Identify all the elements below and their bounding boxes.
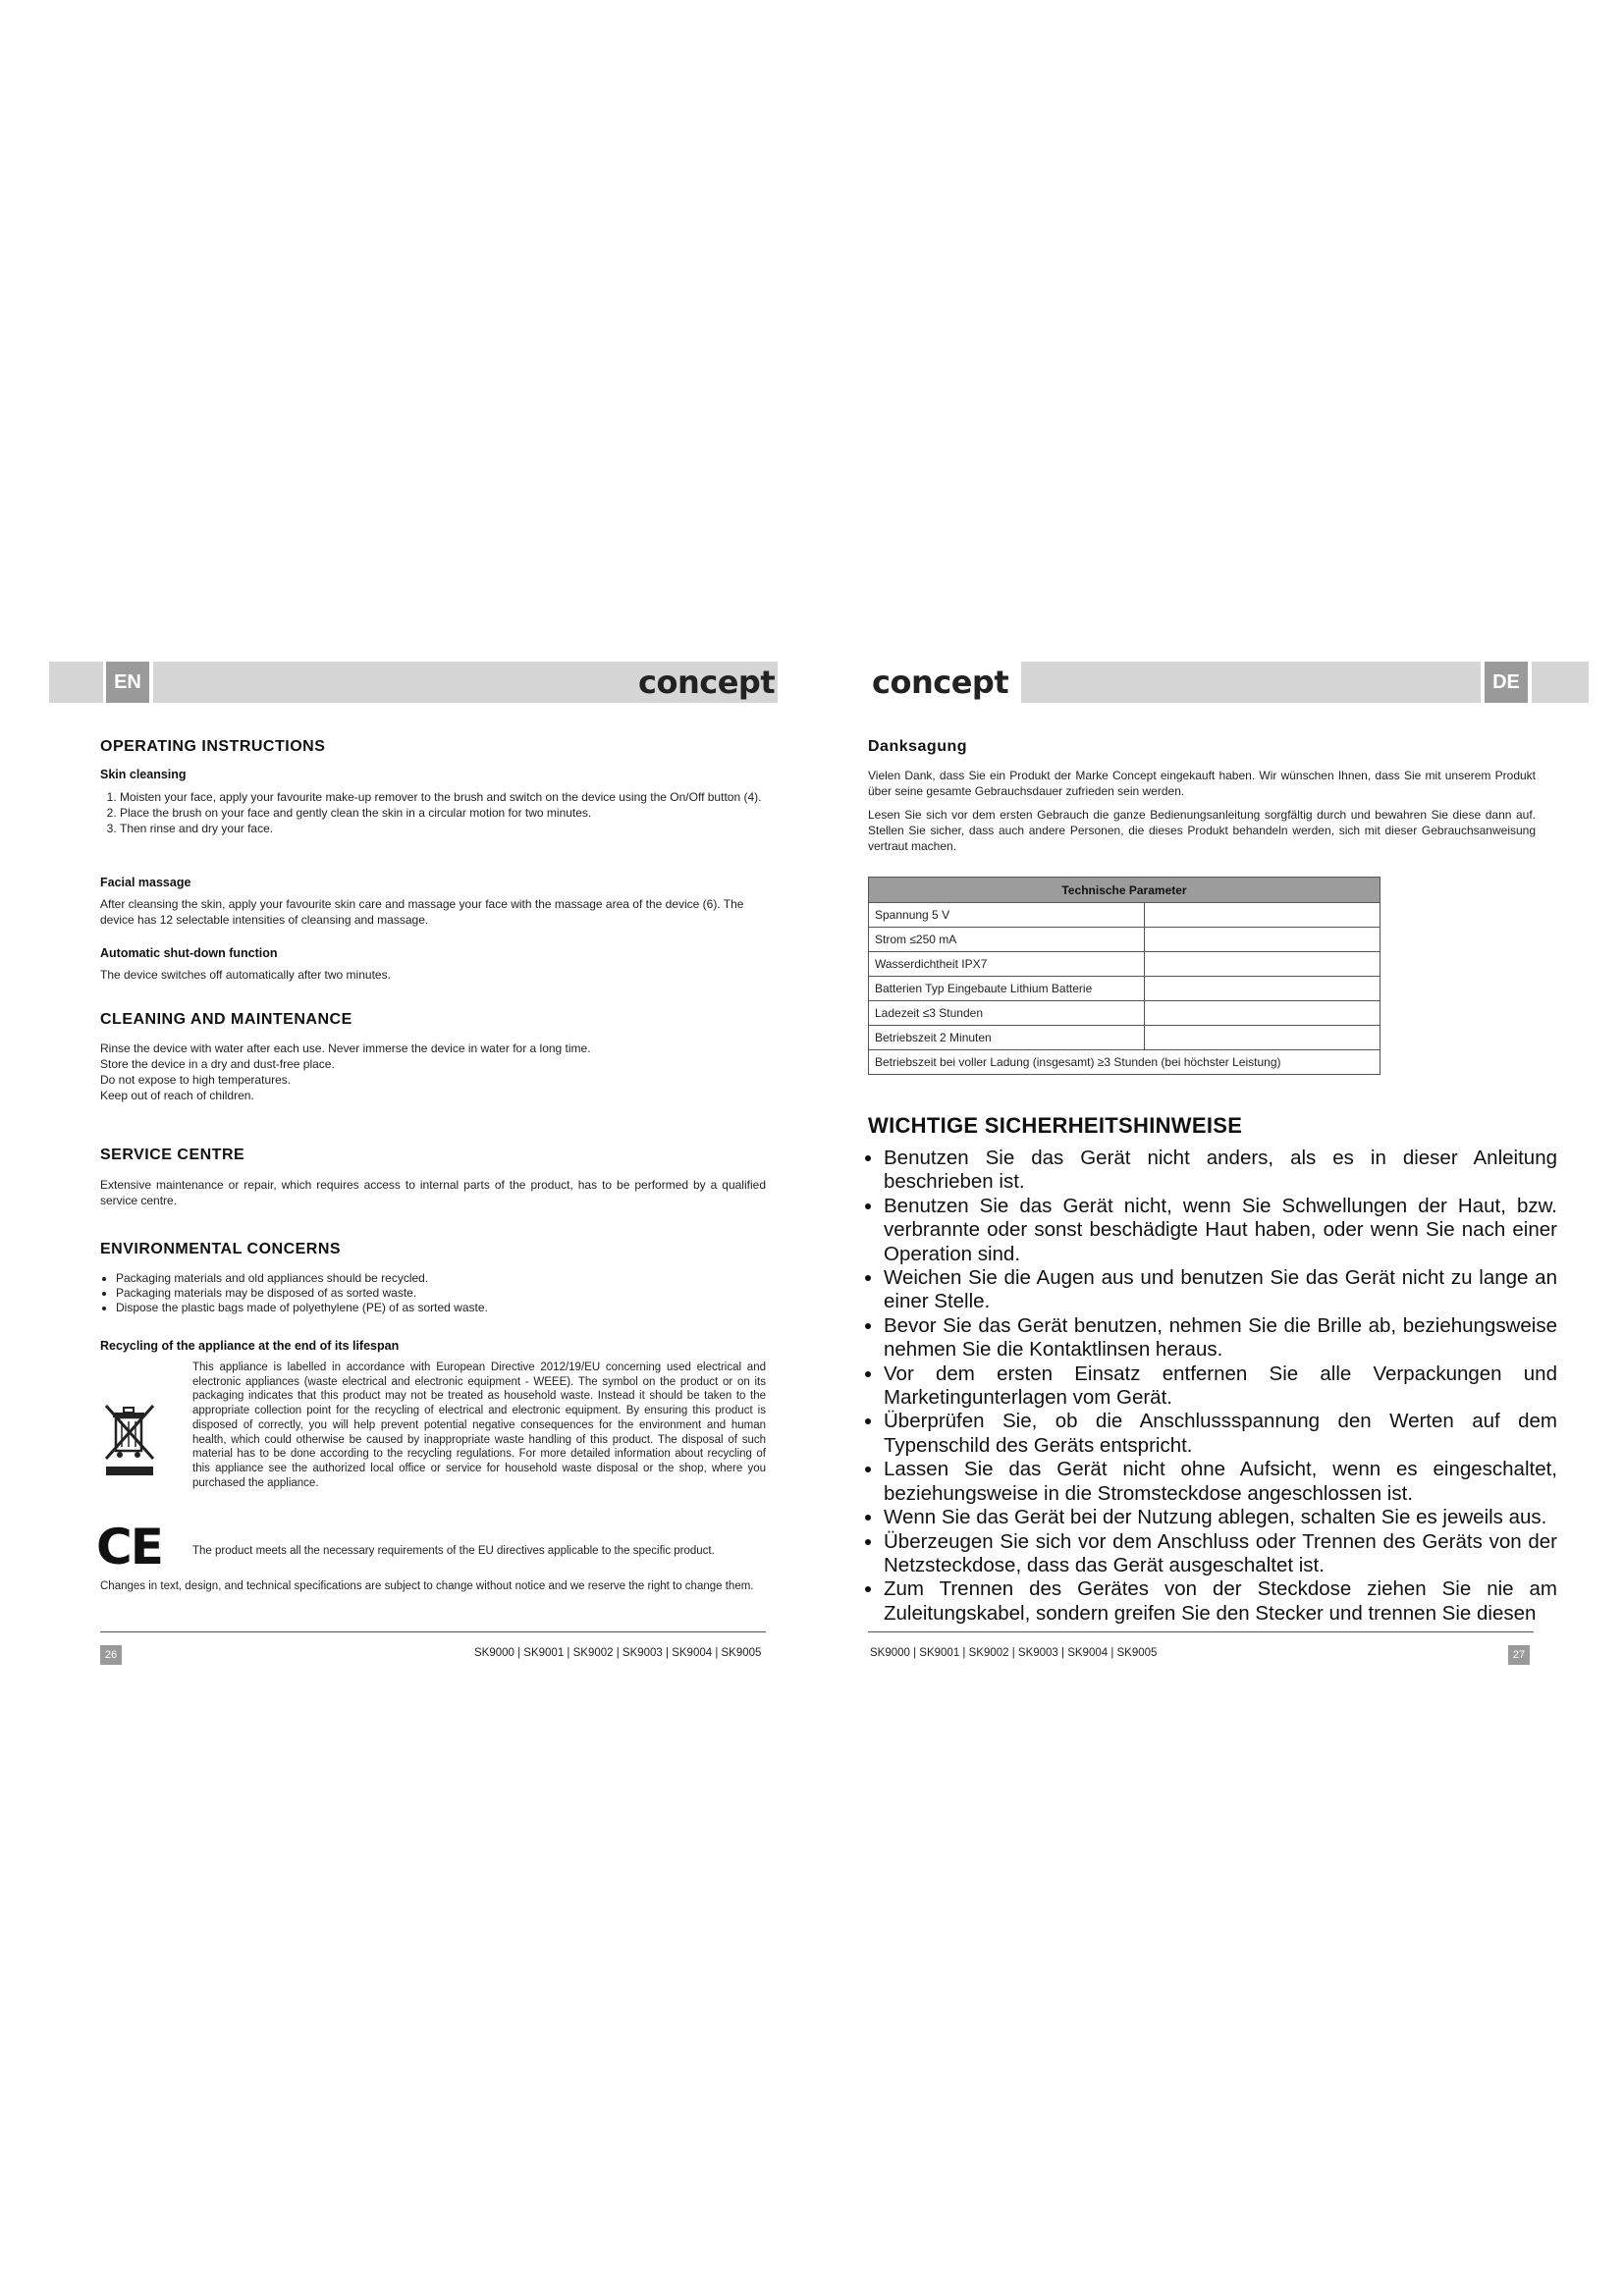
step-item: 1. Moisten your face, apply your favourite make-up remover to the brush and switch on the device using the On/Off button (4). [120,789,787,805]
facial-massage-title: Facial massage [100,876,191,889]
environmental-item: • Dispose the plastic bags made of polyethylene (PE) of as sorted waste. [116,1301,784,1315]
safety-list [858,1147,1557,1626]
safety-item: • Wenn Sie das Gerät bei der Nutzung ablegen, schalten Sie es jeweils aus. [884,1506,1557,1529]
header-bar-right [1532,662,1589,703]
skin-cleansing-steps [100,789,787,836]
safety-item: • Benutzen Sie das Gerät nicht anders, als es in dieser Anleitung beschrieben ist. [884,1147,1557,1195]
auto-shutdown-title: Automatic shut-down function [100,946,278,960]
language-badge-de: DE [1485,662,1528,703]
ce-mark-icon: CE [96,1519,162,1575]
cleaning-text [100,1041,768,1103]
skin-cleansing-title: Skin cleansing [100,768,187,781]
danksagung-text-1: Vielen Dank, dass Sie ein Produkt der Marke Concept eingekauft haben. Wir wünschen Ihnen, dass Sie mit unserem Produkt über seine gesamte Gebrauchsdauer zufrieden sein werden. [868,769,1536,798]
recycling-text: This appliance is labelled in accordance with European Directive 2012/19/EU concerning used electrical and electronic appliances (waste electrical and electronic equipment - WEEE). The symbol on the product or on its packaging indicates that this product may not be treated as household waste. Instead it should be taken to the appropriate collection point for the recycling of electrical and electronic equipment. By ensuring this product is disposed of correctly, you will help prevent potential negative consequences for the environment and human health, which could otherwise be caused by inappropriate waste handling of this product. The disposal of such material has to be done according to the recycling regulations. For more detailed information about recycling of this appliance see the authorized local office or service for household waste disposal or the shop, where you purchased the appliance. [192,1362,766,1489]
ce-text: The product meets all the necessary requirements of the EU directives applicable to the specific product. [192,1545,715,1557]
service-centre-title: SERVICE CENTRE [100,1147,245,1163]
header-bar-right-main [1021,662,1481,703]
environmental-list [100,1271,784,1315]
safety-item: • Vor dem ersten Einsatz entfernen Sie alle Verpackungen und Marketingunterlagen vom Gerät. [884,1362,1557,1411]
table-row: Wasserdichtheit IPX7 [869,952,1380,977]
step-item: 3. Then rinse and dry your face. [120,821,787,836]
cleaning-line: Rinse the device with water after each use. Never immerse the device in water for a long time. [100,1041,591,1055]
page-number-left: 26 [100,1645,122,1665]
models-footer-right: SK9000 | SK9001 | SK9002 | SK9003 | SK9004 | SK9005 [870,1647,1158,1659]
header-bar-left [49,662,103,703]
cleaning-maintenance-title: CLEANING AND MAINTENANCE [100,1011,352,1028]
safety-item: • Zum Trennen des Gerätes von der Steckdose ziehen Sie nie am Zuleitungskabel, sondern greifen Sie den Stecker und trennen Sie diesen [884,1577,1557,1626]
safety-item: • Weichen Sie die Augen aus und benutzen Sie das Gerät nicht zu lange an einer Stelle. [884,1266,1557,1314]
auto-shutdown-text: The device switches off automatically after two minutes. [100,968,391,982]
safety-item: • Bevor Sie das Gerät benutzen, nehmen Sie die Brille ab, beziehungsweise nehmen Sie die Kontaktlinsen heraus. [884,1314,1557,1362]
cleaning-line: Store the device in a dry and dust-free place. [100,1057,335,1071]
cleaning-line: Keep out of reach of children. [100,1089,254,1102]
concept-logo-right: concept [872,664,1009,701]
cleaning-line: Do not expose to high temperatures. [100,1073,292,1087]
weee-bin-icon [102,1402,157,1476]
table-row: Ladezeit ≤3 Stunden [869,1001,1380,1026]
page-number-right: 27 [1508,1645,1530,1665]
safety-title: WICHTIGE SICHERHEITSHINWEISE [868,1113,1243,1138]
language-badge-en: EN [106,662,149,703]
safety-item: • Überprüfen Sie, ob die Anschlussspannung den Werten auf dem Typenschild des Geräts entspricht. [884,1410,1557,1458]
footer-rule-right [868,1631,1534,1632]
changes-text: Changes in text, design, and technical specifications are subject to change without notice and we reserve the right to change them. [100,1580,754,1592]
table-row: Spannung 5 V [869,903,1380,928]
table-header: Technische Parameter [869,878,1380,903]
table-row: Strom ≤250 mA [869,928,1380,952]
models-footer-left: SK9000 | SK9001 | SK9002 | SK9003 | SK9004 | SK9005 [474,1647,762,1659]
safety-item: • Lassen Sie das Gerät nicht ohne Aufsicht, wenn es eingeschaltet, beziehungsweise in die Stromsteckdose angeschlossen ist. [884,1458,1557,1506]
safety-item: • Überzeugen Sie sich vor dem Anschluss oder Trennen des Geräts von der Netzsteckdose, dass das Gerät ausgeschaltet ist. [884,1530,1557,1578]
technical-parameters-table [868,877,1380,1075]
operating-instructions-title: OPERATING INSTRUCTIONS [100,738,326,755]
step-item: 2. Place the brush on your face and gently clean the skin in a circular motion for two minutes. [120,805,787,821]
environmental-item: • Packaging materials may be disposed of as sorted waste. [116,1286,784,1301]
footer-rule-left [100,1631,766,1632]
danksagung-text-2: Lesen Sie sich vor dem ersten Gebrauch die ganze Bedienungsanleitung sorgfältig durch und bewahren Sie diese dann auf. Stellen Sie sicher, dass auch andere Personen, die dieses Produkt behandeln werden, sich mit dieser Gebrauchsanweisung vertraut machen. [868,808,1536,853]
table-row: Betriebszeit 2 Minuten [869,1026,1380,1050]
table-row: Batterien Typ Eingebaute Lithium Batterie [869,977,1380,1001]
service-centre-text: Extensive maintenance or repair, which requires access to internal parts of the product, has to be performed by a qualified service centre. [100,1178,766,1207]
environmental-item: • Packaging materials and old appliances should be recycled. [116,1271,784,1286]
table-row: Betriebszeit bei voller Ladung (insgesamt) ≥3 Stunden (bei höchster Leistung) [869,1050,1380,1075]
concept-logo-left: concept [638,664,776,701]
facial-massage-text: After cleansing the skin, apply your favourite skin care and massage your face with the massage area of the device (6). The device has 12 selectable intensities of cleansing and massage. [100,897,744,927]
danksagung-title: Danksagung [868,738,968,755]
recycling-title: Recycling of the appliance at the end of its lifespan [100,1339,400,1353]
environmental-concerns-title: ENVIRONMENTAL CONCERNS [100,1241,342,1257]
safety-item: • Benutzen Sie das Gerät nicht, wenn Sie Schwellungen der Haut, bzw. verbrannte oder sonst beschädigte Haut haben, oder wenn Sie nach einer Operation sind. [884,1195,1557,1266]
